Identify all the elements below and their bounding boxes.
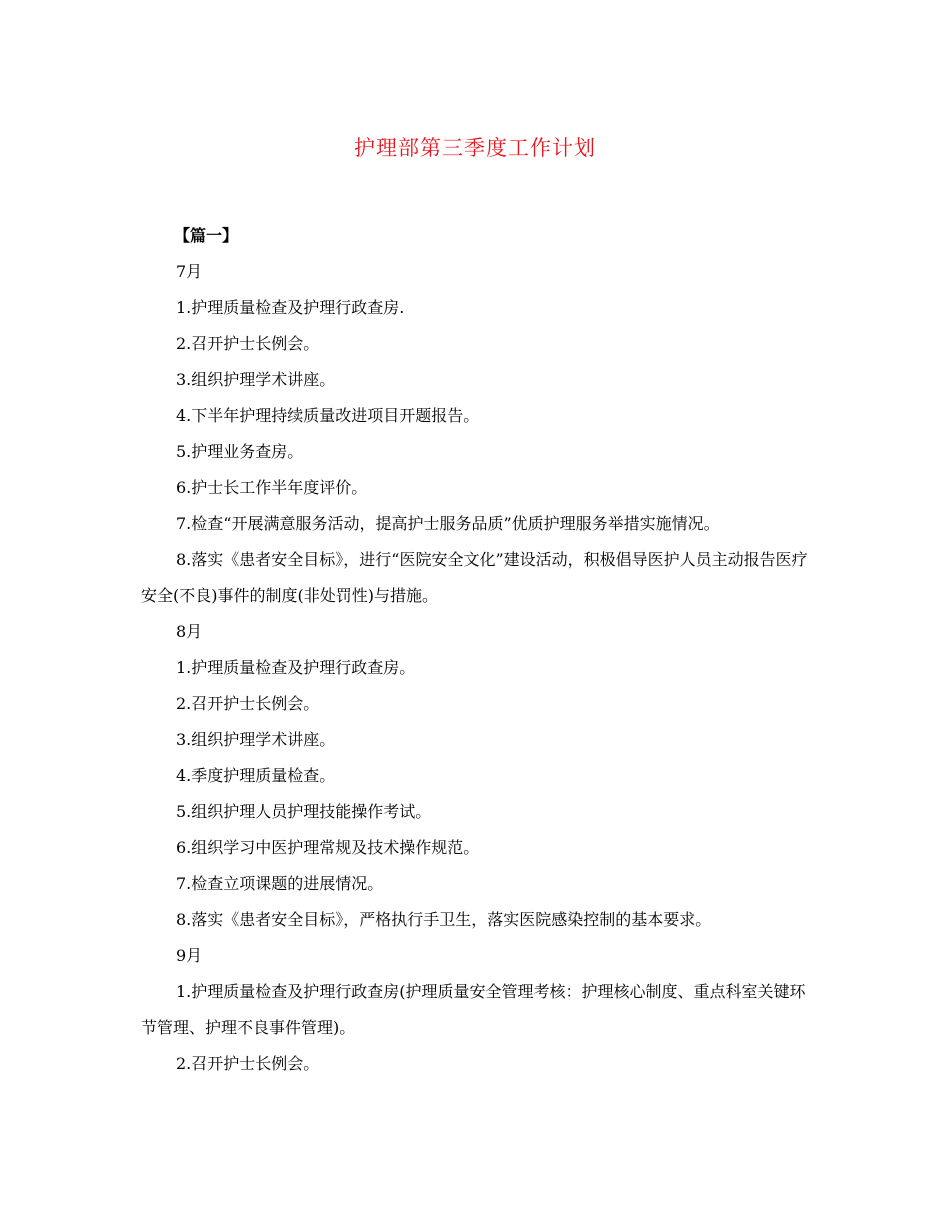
list-item: 5.组织护理人员护理技能操作考试。 bbox=[176, 802, 432, 821]
month-heading-september: 9月 bbox=[176, 946, 203, 965]
list-item: 1.护理质量检查及护理行政查房(护理质量安全管理考核：护理核心制度、重点科室关键环节管理、护理不良事件管理)。 bbox=[141, 982, 806, 1037]
list-item: 1.护理质量检查及护理行政查房. bbox=[176, 298, 405, 317]
list-item: 6.组织学习中医护理常规及技术操作规范。 bbox=[176, 838, 480, 857]
list-item: 2.召开护士长例会。 bbox=[176, 1054, 320, 1073]
month-heading-august: 8月 bbox=[176, 622, 203, 641]
list-item: 4.下半年护理持续质量改进项目开题报告。 bbox=[176, 406, 480, 425]
list-item: 6.护士长工作半年度评价。 bbox=[176, 478, 368, 497]
list-item: 5.护理业务查房。 bbox=[176, 442, 304, 461]
list-item: 3.组织护理学术讲座。 bbox=[176, 370, 336, 389]
month-heading-july: 7月 bbox=[176, 262, 203, 281]
list-item: 2.召开护士长例会。 bbox=[176, 334, 320, 353]
list-item: 4.季度护理质量检查。 bbox=[176, 766, 336, 785]
section-heading: 【篇一】 bbox=[174, 226, 239, 245]
document-body bbox=[141, 218, 811, 1082]
document-title: 护理部第三季度工作计划 bbox=[354, 136, 596, 160]
list-item: 8.落实《患者安全目标》，严格执行手卫生，落实医院感染控制的基本要求。 bbox=[176, 910, 712, 929]
list-item: 1.护理质量检查及护理行政查房。 bbox=[176, 658, 416, 677]
list-item: 7.检查“开展满意服务活动，提高护士服务品质”优质护理服务举措实施情况。 bbox=[176, 514, 720, 533]
list-item: 2.召开护士长例会。 bbox=[176, 694, 320, 713]
list-item: 3.组织护理学术讲座。 bbox=[176, 730, 336, 749]
list-item: 8.落实《患者安全目标》，进行“医院安全文化”建设活动，积极倡导医护人员主动报告医疗安全(不良)事件的制度(非处罚性)与措施。 bbox=[141, 550, 808, 605]
list-item: 7.检查立项课题的进展情况。 bbox=[176, 874, 384, 893]
